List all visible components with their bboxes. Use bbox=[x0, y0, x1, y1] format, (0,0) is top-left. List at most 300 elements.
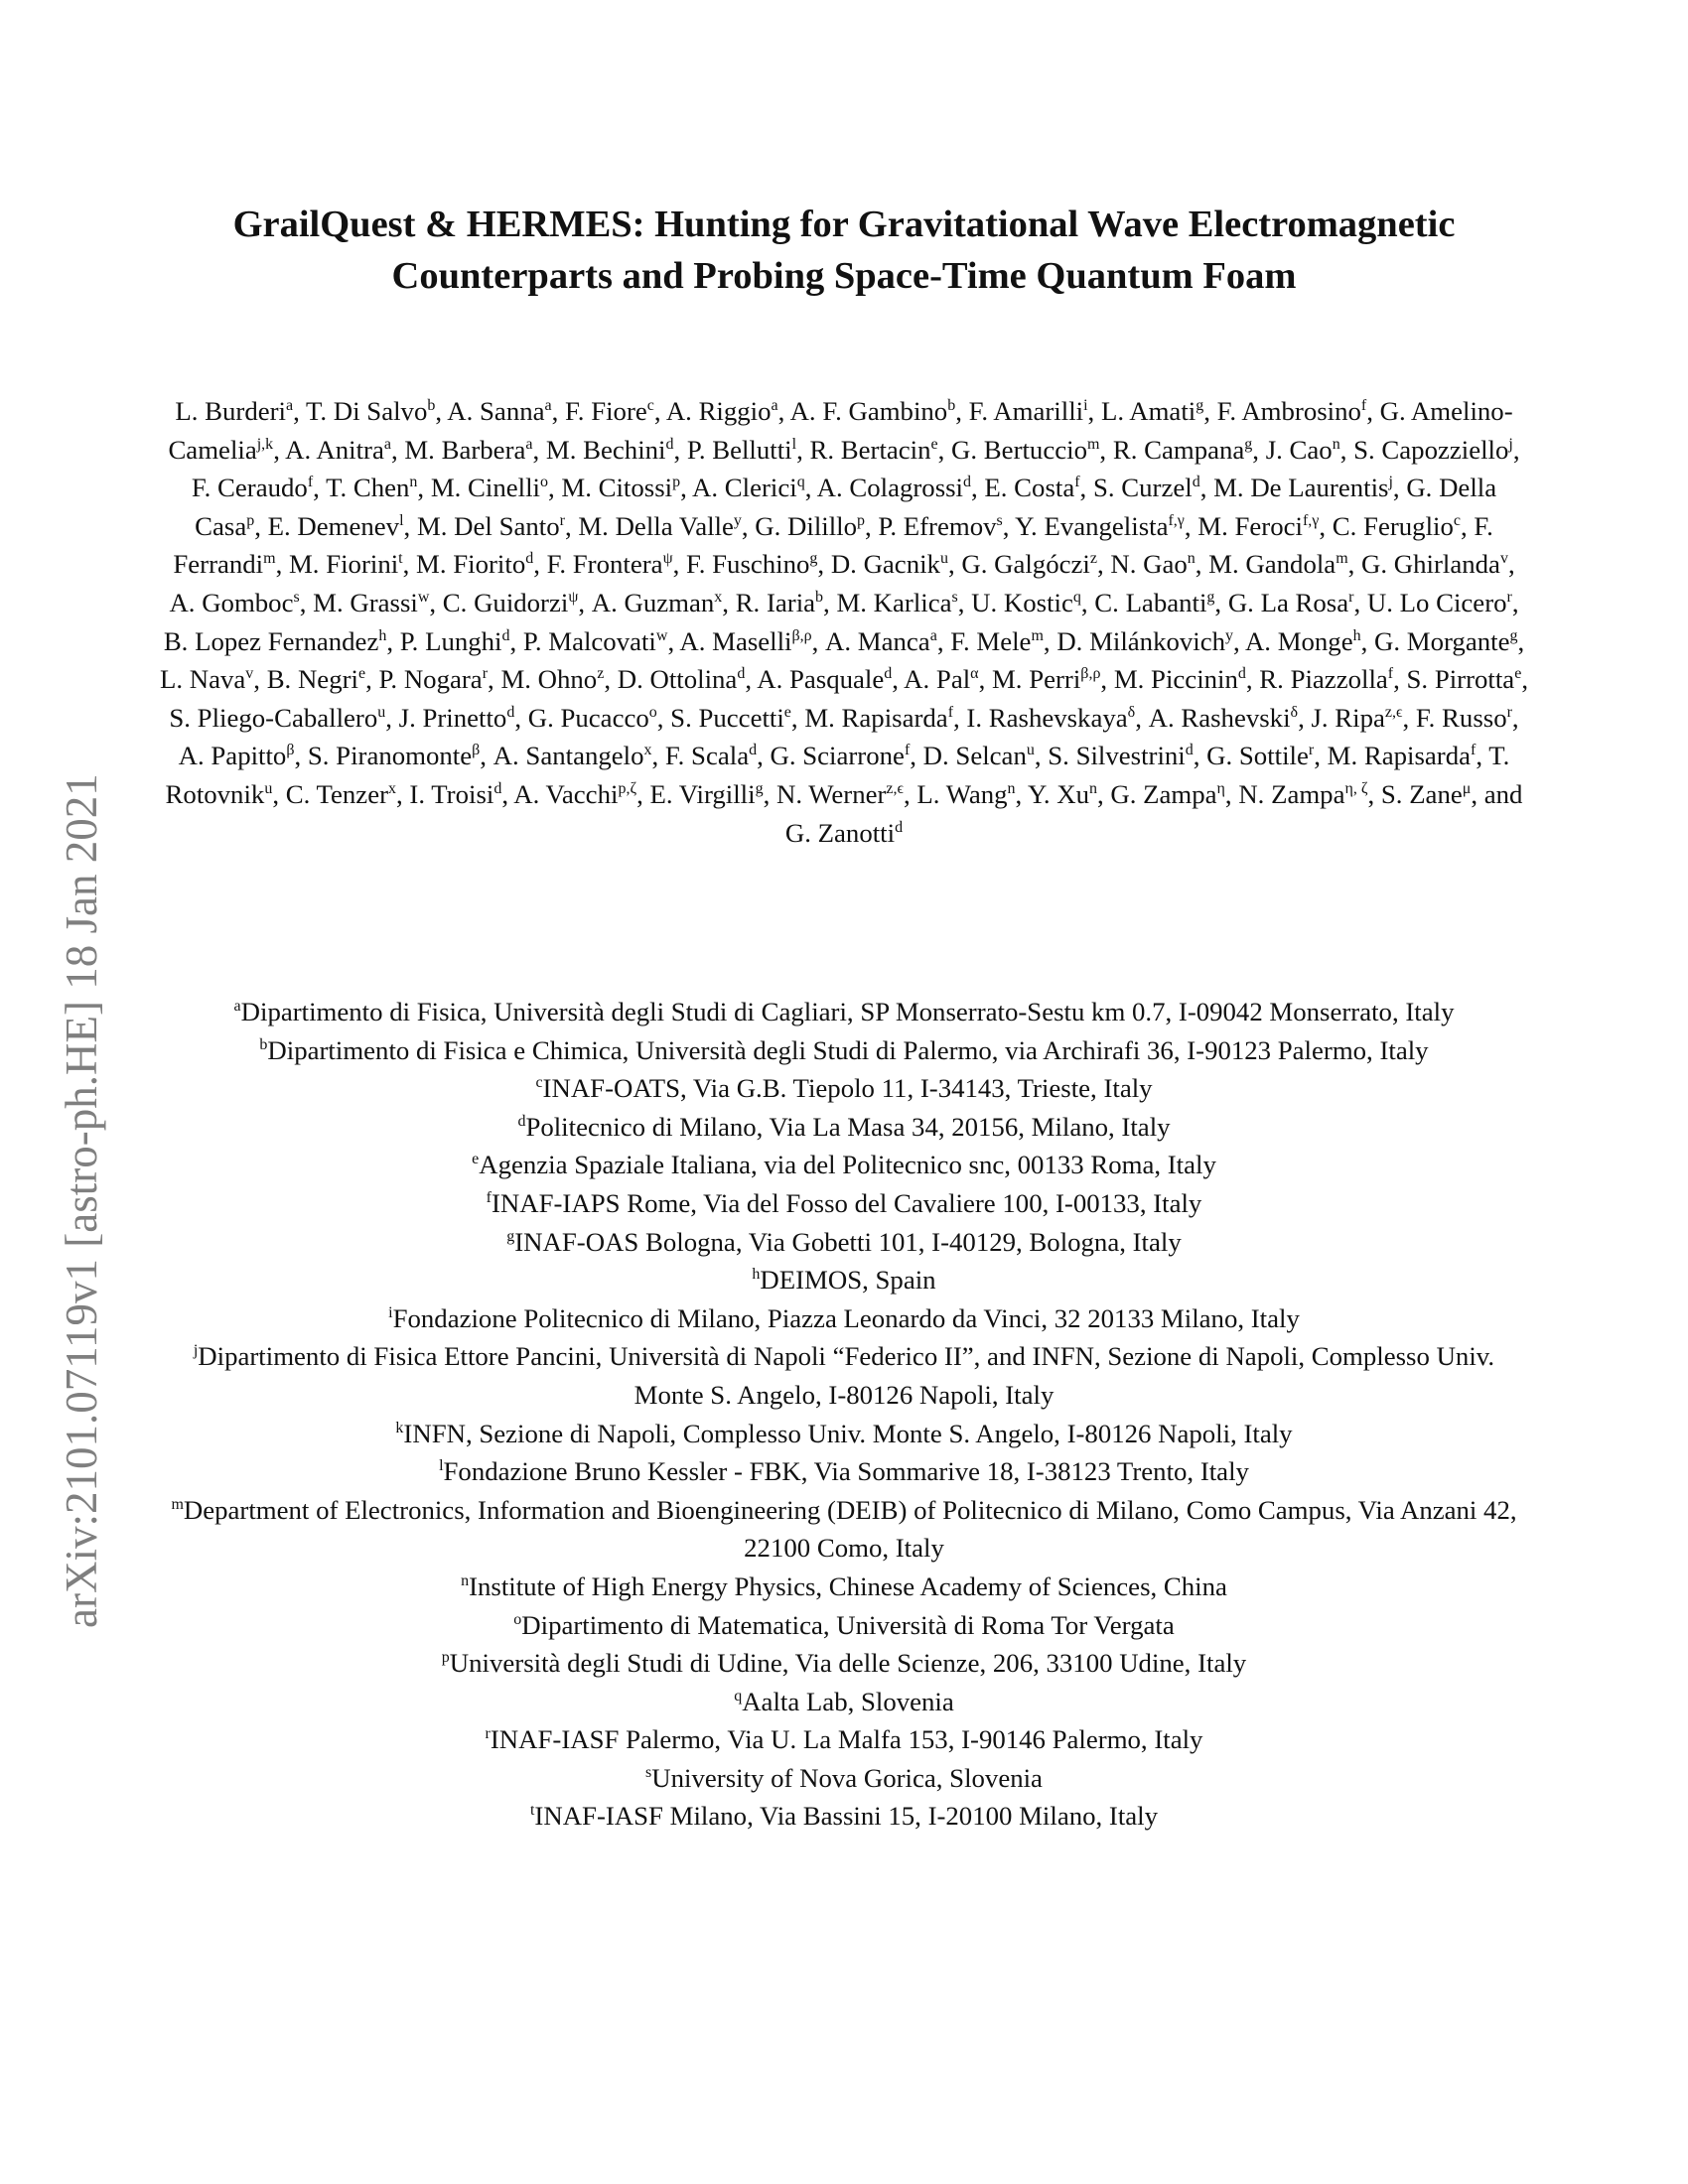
author bbox=[686, 549, 817, 579]
author bbox=[817, 473, 971, 502]
author-affiliation-mark: d bbox=[501, 626, 510, 644]
author bbox=[1311, 703, 1402, 733]
author bbox=[666, 396, 778, 426]
author-name: F. Mele bbox=[950, 625, 1032, 656]
author bbox=[399, 703, 515, 733]
affiliation-text: INAF-IAPS Rome, Via del Fosso del Cavaliere 100, I-00133, Italy bbox=[491, 1187, 1202, 1218]
author-name: S. Silvestrini bbox=[1048, 741, 1186, 771]
author-name: A. Santangelo bbox=[492, 741, 644, 771]
author-name: A. Rashevski bbox=[1148, 702, 1291, 733]
author-name: M. Rapisarda bbox=[804, 702, 948, 733]
affiliation-mark: t bbox=[529, 1802, 535, 1820]
author-affiliation-mark: q bbox=[796, 474, 805, 491]
author-affiliation-mark: a bbox=[525, 435, 533, 453]
author-name: T. Chen bbox=[326, 473, 410, 503]
author-affiliation-mark: f bbox=[307, 474, 314, 491]
author-affiliation-mark: h bbox=[1352, 626, 1361, 644]
author-affiliation-mark: d bbox=[963, 474, 971, 491]
author-affiliation-mark: x bbox=[388, 779, 397, 797]
author-name: A. Papitto bbox=[178, 741, 287, 771]
author bbox=[169, 588, 299, 617]
author bbox=[1259, 664, 1393, 694]
author-name: F. Scala bbox=[664, 741, 750, 771]
author-affiliation-mark: h bbox=[378, 626, 387, 644]
author-affiliation-mark: j bbox=[1508, 435, 1513, 453]
author-affiliation-mark: e bbox=[357, 665, 366, 683]
author bbox=[966, 703, 1135, 733]
author-name: M. Del Santo bbox=[416, 510, 560, 541]
author-name: D. Gacnik bbox=[830, 549, 940, 580]
author-affiliation-mark: g bbox=[1244, 435, 1253, 453]
arxiv-identifier-stamp: arXiv:2101.07119v1 [astro-ph.HE] 18 Jan 2021 bbox=[57, 773, 106, 1628]
affiliation-mark: p bbox=[441, 1649, 450, 1667]
author bbox=[1093, 473, 1200, 502]
author-affiliation-mark: d bbox=[895, 818, 904, 836]
affiliation-text: Dipartimento di Fisica e Chimica, Università degli Studi di Palermo, via Archirafi 36, I-90123 Palermo, Italy bbox=[267, 1034, 1429, 1065]
author bbox=[500, 664, 604, 694]
author bbox=[971, 588, 1081, 617]
author-name: M. Gandola bbox=[1208, 549, 1336, 580]
author bbox=[417, 511, 565, 541]
author bbox=[546, 435, 674, 465]
author-name: Y. Xu bbox=[1027, 778, 1089, 809]
author-name: A. Clerici bbox=[692, 473, 797, 503]
author bbox=[1407, 664, 1522, 694]
author bbox=[1333, 511, 1461, 541]
affiliation bbox=[159, 1184, 1529, 1223]
author-affiliation-mark: m bbox=[1086, 435, 1100, 453]
author bbox=[736, 588, 823, 617]
author-affiliation-mark: a bbox=[544, 397, 552, 414]
author-name: S. Zane bbox=[1380, 778, 1463, 809]
author bbox=[836, 588, 957, 617]
author bbox=[1381, 779, 1471, 809]
author bbox=[289, 549, 403, 579]
author-name: J. Prinetto bbox=[398, 702, 507, 733]
author-affiliation-mark: d bbox=[884, 665, 893, 683]
author-name: Y. Evangelista bbox=[1015, 510, 1169, 541]
author-name: C. Labanti bbox=[1094, 587, 1207, 617]
author-affiliation-mark: p bbox=[857, 511, 866, 529]
author-name: A. Monge bbox=[1244, 625, 1353, 656]
author-name: C. Feruglio bbox=[1332, 510, 1454, 541]
author-affiliation-mark: r bbox=[1348, 588, 1354, 606]
author bbox=[1110, 549, 1195, 579]
author bbox=[984, 473, 1079, 502]
affiliation-mark: i bbox=[388, 1303, 393, 1321]
author bbox=[1114, 664, 1246, 694]
author bbox=[592, 588, 723, 617]
author-affiliation-mark: f bbox=[947, 703, 954, 721]
author-name: A. Manca bbox=[825, 625, 930, 656]
author-name: A. F. Gambino bbox=[789, 396, 948, 426]
affiliation-text: Institute of High Energy Physics, Chinese Academy of Sciences, China bbox=[469, 1570, 1227, 1601]
author-name: T. Rotovnik bbox=[165, 741, 1510, 809]
author-name: G. Pucacco bbox=[527, 702, 649, 733]
author bbox=[687, 435, 796, 465]
author bbox=[1028, 779, 1097, 809]
author-affiliation-mark: δ bbox=[1127, 703, 1136, 721]
affiliation-text: Dipartimento di Fisica, Università degli Studi di Cagliari, SP Monserrato-Sestu km 0.7, I-09042 Monserrato, Italy bbox=[240, 997, 1455, 1026]
author-name: D. Ottolina bbox=[617, 664, 738, 695]
author-name: M. Della Valle bbox=[578, 510, 734, 541]
affiliation-text: INFN, Sezione di Napoli, Complesso Univ. Monte S. Angelo, I-80126 Napoli, Italy bbox=[403, 1418, 1293, 1448]
author-affiliation-mark: c bbox=[1453, 511, 1461, 529]
author-name: D. Selcan bbox=[922, 741, 1027, 771]
affiliation bbox=[159, 1108, 1529, 1147]
author bbox=[409, 779, 501, 809]
author-affiliation-mark: l bbox=[791, 435, 797, 453]
author-affiliation-mark: g bbox=[1206, 588, 1215, 606]
author-affiliation-mark: n bbox=[1007, 779, 1016, 797]
author-name: M. Perri bbox=[991, 664, 1081, 695]
author-name: A. Anitra bbox=[285, 434, 384, 465]
author-name: G. Morgante bbox=[1374, 625, 1510, 656]
author-affiliation-mark: g bbox=[755, 779, 764, 797]
author bbox=[1197, 511, 1319, 541]
author bbox=[1213, 473, 1393, 502]
affiliation-list bbox=[159, 993, 1529, 1836]
author bbox=[809, 435, 937, 465]
author-name: T. Di Salvo bbox=[306, 396, 428, 426]
author-name: C. Tenzer bbox=[285, 778, 389, 809]
author-affiliation-mark: m bbox=[1336, 550, 1348, 568]
author bbox=[1238, 779, 1367, 809]
author-affiliation-mark: δ bbox=[1290, 703, 1299, 721]
author-affiliation-mark: u bbox=[1026, 742, 1035, 759]
author-affiliation-mark: g bbox=[1509, 626, 1518, 644]
affiliation-text: Politecnico di Milano, Via La Masa 34, 20156, Milano, Italy bbox=[525, 1111, 1171, 1142]
author-name: M. De Laurentis bbox=[1213, 473, 1389, 503]
author bbox=[771, 741, 911, 770]
author-affiliation-mark: z,ϵ bbox=[886, 779, 904, 797]
author-affiliation-mark: x bbox=[643, 742, 652, 759]
author bbox=[1416, 703, 1512, 733]
author-affiliation-mark: w bbox=[417, 588, 430, 606]
author-affiliation-mark: r bbox=[482, 665, 489, 683]
author-name: R. Iaria bbox=[735, 587, 816, 617]
author bbox=[1367, 588, 1512, 617]
author bbox=[379, 664, 489, 694]
author bbox=[1015, 511, 1185, 541]
affiliation-text: Aalta Lab, Slovenia bbox=[742, 1686, 954, 1716]
author-affiliation-mark: β bbox=[286, 742, 295, 759]
author-affiliation-mark: p bbox=[672, 474, 681, 491]
author-affiliation-mark: r bbox=[559, 511, 565, 529]
author bbox=[179, 741, 295, 770]
author-affiliation-mark: n bbox=[1088, 779, 1097, 797]
author-affiliation-mark: f bbox=[1471, 742, 1477, 759]
affiliation-mark: h bbox=[752, 1266, 761, 1284]
author-affiliation-mark: o bbox=[648, 703, 657, 721]
author-affiliation-mark: s bbox=[951, 588, 958, 606]
author-affiliation-mark: d bbox=[506, 703, 515, 721]
author-name: G. Dilillo bbox=[755, 510, 858, 541]
affiliation bbox=[159, 1491, 1529, 1568]
author bbox=[951, 435, 1099, 465]
author bbox=[1149, 703, 1298, 733]
affiliation bbox=[159, 1683, 1529, 1721]
author-affiliation-mark: u bbox=[264, 779, 273, 797]
affiliation-mark: l bbox=[439, 1457, 444, 1475]
author-name: S. Puccetti bbox=[670, 702, 784, 733]
affiliation-mark: m bbox=[171, 1495, 184, 1513]
author-name: G. Della Casa bbox=[195, 473, 1497, 541]
affiliation-mark: a bbox=[233, 998, 241, 1015]
affiliation-mark: b bbox=[259, 1035, 268, 1053]
author-affiliation-mark: z bbox=[597, 665, 605, 683]
affiliation bbox=[159, 1069, 1529, 1108]
author bbox=[513, 779, 636, 809]
author-affiliation-mark: d bbox=[749, 742, 758, 759]
affiliation-mark: f bbox=[486, 1188, 492, 1206]
author-name: I. Rashevskaya bbox=[966, 702, 1128, 733]
author-affiliation-mark: y bbox=[733, 511, 742, 529]
author-affiliation-mark: a bbox=[286, 397, 294, 414]
author bbox=[160, 664, 253, 694]
affiliation-text: University of Nova Gorica, Slovenia bbox=[651, 1762, 1043, 1793]
author-name: A. Gomboc bbox=[169, 587, 294, 617]
author-affiliation-mark: s bbox=[996, 511, 1003, 529]
author bbox=[670, 703, 791, 733]
author-name: S. Capozziello bbox=[1353, 434, 1509, 465]
affiliation bbox=[159, 1299, 1529, 1338]
affiliation bbox=[159, 1720, 1529, 1759]
affiliation bbox=[159, 993, 1529, 1031]
author-affiliation-mark: e bbox=[930, 435, 938, 453]
author bbox=[992, 664, 1100, 694]
affiliation bbox=[159, 1797, 1529, 1836]
author bbox=[416, 549, 533, 579]
affiliation-text: INAF-IASF Palermo, Via U. La Malfa 153, I-90146 Palermo, Italy bbox=[490, 1724, 1203, 1755]
author-name: P. Lunghi bbox=[399, 625, 502, 656]
author bbox=[268, 511, 404, 541]
author-affiliation-mark: d bbox=[1185, 742, 1194, 759]
author-list: L. Burderi$^a$, T. Di Salvo$^b$, A. Sanna$^a$, F. Fiore$^c$, A. Riggio$^a$, A. F. Gambino$^b$, F. Amarilli$^i$, L. Amati$^g$, F. Ambrosino$^f$, G. Amelino-Camelia$^{j,k}$, A. Anitra$^a$, M. Barbera$^a$, M. Bechini$^d$, P. Bellutti$^l$, R. Bertacin$^e$, G. Bertuccio$^m$, R. Campana$^g$, J. Cao$^n$, S. Capozziello$^j$, F. Ceraudo$^f$, T. Chen$^n$, M. Cinelli$^o$, M. Citossi$^p$, A. Clerici$^q$, A. Colagrossi$^d$, E. Costa$^f$, S. Curzel$^d$, M. De Laurentis$^j$, G. Della Casa$^p$, E. Demenev$^l$, M. Del Santo$^r$, M. Della Valle$^y$, G. Dilillo$^p$, P. Efremov$^s$, Y. Evangelista$^{f,\gamma}$, M. Feroci$^{f,\gamma}$, C. Feruglio$^c$, F. Ferrandi$^m$, M. Fiorini$^t$, M. Fiorito$^d$, F. Frontera$^\psi$, F. Fuschino$^g$, D. Gacnik$^u$, G. Galgóczi$^z$, N. Gao$^n$, M. Gandola$^m$, G. Ghirlanda$^v$, A. Gomboc$^s$, M. Grassi$^w$, C. Guidorzi$^\psi$, A. Guzman$^x$, R. Iaria$^b$, M. Karlica$^s$, U. Kostic$^q$, C. Labanti$^g$, G. La Rosa$^r$, U. Lo Cicero$^r$, B. Lopez Fernandez$^h$, P. Lunghi$^d$, P. Malcovati$^w$, A. Maselli$^{\beta,\rho}$, A. Manca$^a$, F. Mele$^m$, D. Milánkovich$^y$, A. Monge$^h$, G. Morgante$^g$, L. Nava$^v$, B. Negri$^e$, P. Nogara$^r$, M. Ohno$^z$, D. Ottolina$^d$, A. Pasquale$^d$, A. Pal$^\alpha$, M. Perri$^{\beta,\rho}$, M. Piccinin$^d$, R. Piazzolla$^f$, S. Pirrotta$^e$, S. Pliego-Caballero$^u$, J. Prinetto$^d$, G. Pucacco$^o$, S. Puccetti$^e$, M. Rapisarda$^f$, I. Rashevskaya$^\delta$, A. Rashevski$^\delta$, J. Ripa$^{z,\epsilon}$, F. Russo$^r$, A. Papitto$^\beta$, S. Piranomonte$^\beta$, A. Santangelo$^x$, F. Scala$^d$, G. Sciarrone$^f$, D. Selcan$^u$, S. Silvestrini$^d$, G. Sottile$^r$, M. Rapisarda$^f$, T. Rotovnik$^u$, C. Tenzer$^x$, I. Troisi$^d$, A. Vacchi$^{p,\zeta}$, E. Virgilli$^g$, N. Werner$^{z,\epsilon}$, L. Wang$^n$, Y. Xu$^n$, G. Zampa$^\eta$, N. Zampa$^{\eta, \zeta}$, S. Zane$^\mu$, and G. Zanotti$^d$ bbox=[159, 396, 1529, 848]
author-name: M. Feroci bbox=[1197, 510, 1303, 541]
author-name: G. Sottile bbox=[1206, 741, 1309, 771]
author bbox=[1217, 396, 1367, 426]
author-affiliation-mark: s bbox=[293, 588, 300, 606]
author-affiliation-mark: r bbox=[1506, 588, 1512, 606]
author bbox=[618, 664, 746, 694]
affiliation bbox=[159, 1568, 1529, 1606]
author bbox=[326, 473, 417, 502]
author-name: G. La Rosa bbox=[1227, 587, 1349, 617]
author-affiliation-mark: y bbox=[1225, 626, 1234, 644]
author bbox=[1245, 626, 1361, 656]
affiliation-mark: g bbox=[506, 1227, 515, 1245]
author-name: B. Negri bbox=[266, 664, 358, 695]
author-affiliation-mark: d bbox=[493, 779, 502, 797]
author-affiliation-mark: b bbox=[815, 588, 824, 606]
author-name: M. Bechini bbox=[545, 434, 666, 465]
affiliation bbox=[159, 1606, 1529, 1645]
author-name: M. Piccinin bbox=[1113, 664, 1238, 695]
affiliation bbox=[159, 1415, 1529, 1453]
author-name: P. Bellutti bbox=[686, 434, 792, 465]
author bbox=[785, 818, 903, 848]
author-affiliation-mark: t bbox=[398, 550, 403, 568]
author-name: M. Citossi bbox=[561, 473, 673, 503]
author-affiliation-mark: f bbox=[1074, 474, 1080, 491]
author bbox=[831, 549, 948, 579]
author-name: D. Milánkovich bbox=[1056, 625, 1226, 656]
author bbox=[565, 396, 654, 426]
author bbox=[679, 626, 811, 656]
author-affiliation-mark: p,ζ bbox=[618, 779, 637, 797]
affiliation-text: INAF-IASF Milano, Via Bassini 15, I-20100 Milano, Italy bbox=[534, 1801, 1159, 1832]
author-name: R. Bertacin bbox=[809, 434, 931, 465]
author-name: F. Ferrandi bbox=[173, 510, 1493, 580]
author bbox=[950, 626, 1044, 656]
author-affiliation-mark: g bbox=[1196, 397, 1204, 414]
author-name: M. Fiorito bbox=[416, 549, 526, 580]
affiliation bbox=[159, 1452, 1529, 1491]
author bbox=[267, 664, 365, 694]
affiliation-mark: r bbox=[485, 1725, 491, 1743]
author-name: L. Amati bbox=[1100, 396, 1196, 426]
author-name: E. Costa bbox=[984, 473, 1075, 503]
author-name: S. Curzel bbox=[1092, 473, 1193, 503]
author-name: R. Piazzolla bbox=[1259, 664, 1388, 695]
author-name: I. Troisi bbox=[409, 778, 494, 809]
affiliation-text: DEIMOS, Spain bbox=[760, 1265, 936, 1296]
author-affiliation-mark: α bbox=[970, 665, 979, 683]
author-affiliation-mark: f bbox=[1387, 665, 1394, 683]
affiliation-text: Università degli Studi di Udine, Via delle Scienze, 206, 33100 Udine, Italy bbox=[449, 1648, 1247, 1679]
author-affiliation-mark: d bbox=[665, 435, 674, 453]
author bbox=[528, 703, 657, 733]
author bbox=[578, 511, 742, 541]
author bbox=[969, 396, 1088, 426]
author bbox=[404, 435, 532, 465]
author bbox=[804, 703, 953, 733]
author bbox=[400, 626, 510, 656]
author-affiliation-mark: u bbox=[939, 550, 948, 568]
affiliation bbox=[159, 1644, 1529, 1683]
author bbox=[1328, 741, 1477, 770]
author bbox=[192, 473, 313, 502]
author bbox=[916, 779, 1015, 809]
paper-title: GrailQuest & HERMES: Hunting for Gravitational Wave Electromagnetic Counterparts and Probing Space-Time Quantum Foam bbox=[232, 204, 1456, 297]
author bbox=[1206, 741, 1314, 770]
author bbox=[904, 664, 978, 694]
author-affiliation-mark: g bbox=[809, 550, 818, 568]
author-affiliation-mark: ψ bbox=[662, 550, 673, 568]
author-name: E. Virgilli bbox=[649, 778, 756, 809]
author bbox=[1353, 435, 1513, 465]
author bbox=[523, 626, 668, 656]
author bbox=[443, 588, 579, 617]
affiliation-mark: n bbox=[461, 1571, 470, 1589]
author bbox=[175, 396, 293, 426]
author bbox=[285, 435, 391, 465]
affiliation-mark: q bbox=[734, 1687, 743, 1705]
author-affiliation-mark: j bbox=[1388, 474, 1393, 491]
affiliation-mark: k bbox=[395, 1419, 404, 1436]
author-name: P. Nogara bbox=[378, 664, 483, 695]
author-name: P. Malcovati bbox=[522, 625, 656, 656]
author-affiliation-mark: v bbox=[245, 665, 254, 683]
author bbox=[1113, 435, 1252, 465]
author bbox=[313, 588, 429, 617]
affiliation bbox=[159, 1146, 1529, 1184]
author-name: M. Fiorini bbox=[288, 549, 399, 580]
affiliation-text: Fondazione Bruno Kessler - FBK, Via Sommarive 18, I-38123 Trento, Italy bbox=[443, 1456, 1249, 1487]
author bbox=[825, 626, 937, 656]
author-affiliation-mark: z bbox=[1089, 550, 1097, 568]
author-affiliation-mark: a bbox=[383, 435, 391, 453]
author-name: M. Grassi bbox=[313, 587, 418, 617]
author-affiliation-mark: n bbox=[1332, 435, 1340, 453]
author bbox=[1208, 549, 1347, 579]
author-name: G. Ghirlanda bbox=[1361, 549, 1500, 580]
author-affiliation-mark: d bbox=[525, 550, 534, 568]
author-name: M. Karlica bbox=[836, 587, 952, 617]
author bbox=[1110, 779, 1225, 809]
author-affiliation-mark: i bbox=[1083, 397, 1088, 414]
author bbox=[757, 664, 892, 694]
author-affiliation-mark: f,γ bbox=[1168, 511, 1185, 529]
affiliation bbox=[159, 1031, 1529, 1070]
affiliation-text: INAF-OATS, Via G.B. Tiepolo 11, I-34143, Trieste, Italy bbox=[542, 1073, 1153, 1104]
author-name: F. Ambrosino bbox=[1216, 396, 1361, 426]
author-affiliation-mark: p bbox=[246, 511, 255, 529]
author-affiliation-mark: β,ρ bbox=[1080, 665, 1101, 683]
author-name: N. Gao bbox=[1110, 549, 1188, 580]
author bbox=[1266, 435, 1340, 465]
author bbox=[790, 396, 956, 426]
author-name: M. Cinelli bbox=[430, 473, 540, 503]
author-affiliation-mark: ψ bbox=[568, 588, 579, 606]
author bbox=[169, 703, 385, 733]
author-affiliation-mark: e bbox=[783, 703, 791, 721]
author bbox=[431, 473, 548, 502]
affiliation bbox=[159, 1759, 1529, 1798]
author bbox=[878, 511, 1002, 541]
author-name: L. Wang bbox=[916, 778, 1008, 809]
author bbox=[1228, 588, 1354, 617]
author-affiliation-mark: x bbox=[714, 588, 723, 606]
author-name: M. Ohno bbox=[500, 664, 598, 695]
author bbox=[755, 511, 865, 541]
author bbox=[692, 473, 805, 502]
author-affiliation-mark: c bbox=[646, 397, 654, 414]
affiliation-mark: d bbox=[517, 1112, 526, 1130]
affiliation-mark: o bbox=[513, 1610, 522, 1628]
author bbox=[923, 741, 1035, 770]
author-name: A. Maselli bbox=[679, 625, 792, 656]
author-name: J. Cao bbox=[1265, 434, 1333, 465]
author-name: M. Rapisarda bbox=[1327, 741, 1471, 771]
author-affiliation-mark: η bbox=[1216, 779, 1225, 797]
author-name: A. Pasquale bbox=[757, 664, 885, 695]
author-affiliation-mark: m bbox=[263, 550, 276, 568]
affiliation-mark: c bbox=[535, 1074, 543, 1092]
affiliation bbox=[159, 1223, 1529, 1262]
author-name: G. Zanotti bbox=[784, 817, 896, 848]
author bbox=[447, 396, 551, 426]
author-affiliation-mark: β bbox=[472, 742, 481, 759]
author-affiliation-mark: d bbox=[1237, 665, 1246, 683]
author-name: G. Galgóczi bbox=[961, 549, 1090, 580]
author-name: M. Barbera bbox=[404, 434, 526, 465]
author-affiliation-mark: b bbox=[947, 397, 956, 414]
author bbox=[1374, 626, 1517, 656]
author bbox=[493, 741, 652, 770]
author-name: A. Vacchi bbox=[513, 778, 619, 809]
